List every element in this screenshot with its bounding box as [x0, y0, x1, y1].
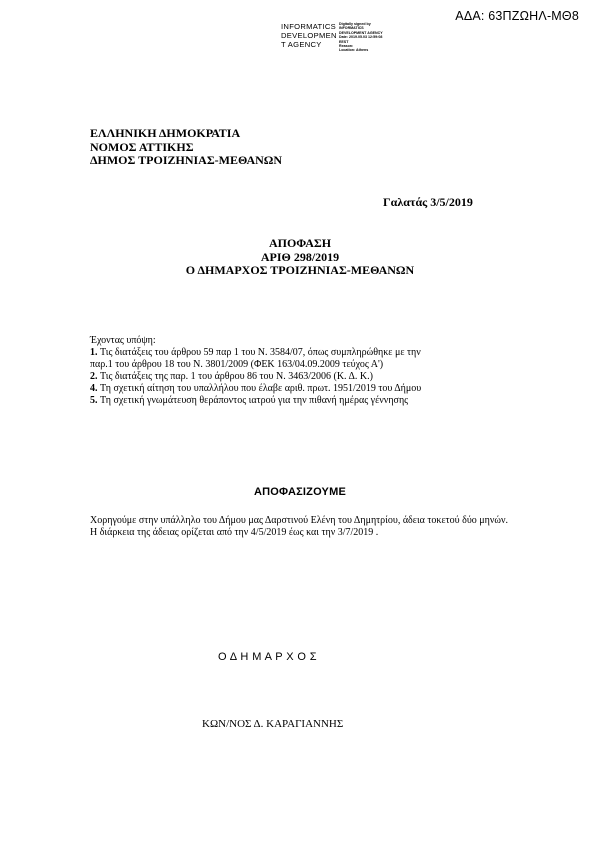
signature-detail-line: INFORMATICS [339, 26, 364, 31]
place-date: Γαλατάς 3/5/2019 [383, 195, 473, 209]
decision-title: ΑΠΟΦΑΣΗ [268, 236, 332, 250]
letterhead [90, 127, 282, 168]
letterhead-prefecture: ΝΟΜΟΣ ΑΤΤΙΚΗΣ [90, 139, 194, 154]
signatory-title: Ο Δ Η Μ Α Ρ Χ Ο Σ [218, 651, 318, 663]
signature-agency-name [281, 22, 337, 49]
letterhead-country: ΕΛΛΗΝΙΚΗ ΔΗΜΟΚΡΑΤΙΑ [90, 126, 241, 140]
item-number: 4 [90, 383, 95, 394]
item-number: 5 [90, 395, 95, 406]
signature-detail-line: Digitally signed by [339, 22, 371, 26]
grant-paragraph: Χορηγούμε στην υπάλληλο του Δήμου μας Δαρστινού Ελένη του Δημητρίου, άδεια τοκετού δύο μηνών. [90, 515, 509, 526]
item-number: 1 [90, 347, 95, 358]
signature-detail-line: Location: Athens [339, 48, 369, 53]
agency-line: INFORMATICS [281, 22, 337, 31]
decision-heading [160, 237, 440, 278]
consideration-item: 5. Τη σχετική γνωμάτευση θεράποντος ιατρού για την πιθανή ημέρας γέννησης [90, 395, 409, 406]
item-text: Τη σχετική αίτηση του υπαλλήλου που έλαβε αριθ. πρωτ. 1951/2019 του Δήμου [100, 383, 422, 394]
decision-issuer: Ο ΔΗΜΑΡΧΟΣ ΤΡΟΙΖΗΝΙΑΣ-ΜΕΘΑΝΩΝ [185, 263, 415, 277]
item-number: 2 [90, 371, 95, 382]
agency-line: T AGENCY [281, 40, 322, 49]
consideration-item: 1. Τις διατάξεις του άρθρου 59 παρ 1 του Ν. 3584/07, όπως συμπληρώθηκε με την [90, 347, 421, 358]
decision-body [90, 515, 510, 539]
decision-number: ΑΡΙΘ 298/2019 [260, 249, 340, 264]
item-text: Τις διατάξεις του άρθρου 59 παρ 1 του Ν. 3584/07, όπως συμπληρώθηκε με την [100, 347, 421, 358]
item-text: Τις διατάξεις της παρ. 1 του άρθρου 86 του Ν. 3463/2006 (Κ. Δ. Κ.) [100, 371, 373, 382]
considerations-section [90, 335, 510, 407]
signatory-name: ΚΩΝ/ΝΟΣ Δ. ΚΑΡΑΓΙΑΝΝΗΣ [202, 718, 344, 730]
ada-number: ΑΔΑ: 63ΠΖΩΗΛ-ΜΘ8 [455, 9, 579, 23]
signature-detail-line: DEVELOPMENT AGENCY [339, 30, 383, 35]
consideration-item: 2. Τις διατάξεις της παρ. 1 του άρθρου 86 του Ν. 3463/2006 (Κ. Δ. Κ.) [90, 371, 373, 382]
signature-detail-line: Date: 2019.05.03 12:59:08 [339, 35, 383, 40]
letterhead-municipality: ΔΗΜΟΣ ΤΡΟΙΖΗΝΙΑΣ-ΜΕΘΑΝΩΝ [90, 153, 283, 167]
item-text: Τη σχετική γνωμάτευση θεράποντος ιατρού για την πιθανή ημέρας γέννησης [100, 395, 409, 406]
duration-paragraph: Η διάρκεια της άδειας ορίζεται από την 4/5/2019 έως και την 3/7/2019 . [90, 527, 379, 538]
considerations-intro: Έχοντας υπόψη: [90, 335, 156, 346]
signature-detail-line: EEST [339, 39, 349, 44]
consideration-item: 4. Τη σχετική αίτηση του υπαλλήλου που έλαβε αριθ. πρωτ. 1951/2019 του Δήμου [90, 383, 422, 394]
agency-line: DEVELOPMEN [281, 31, 337, 40]
consideration-item-continuation: παρ.1 του άρθρου 18 του Ν. 3801/2009 (ΦΕΚ 163/04.09.2009 τεύχος Α') [90, 359, 384, 370]
signature-details [339, 22, 383, 53]
decide-heading: ΑΠΟΦΑΣΙΖΟΥΜΕ [254, 486, 346, 498]
signature-detail-line: Reason: [339, 44, 354, 49]
